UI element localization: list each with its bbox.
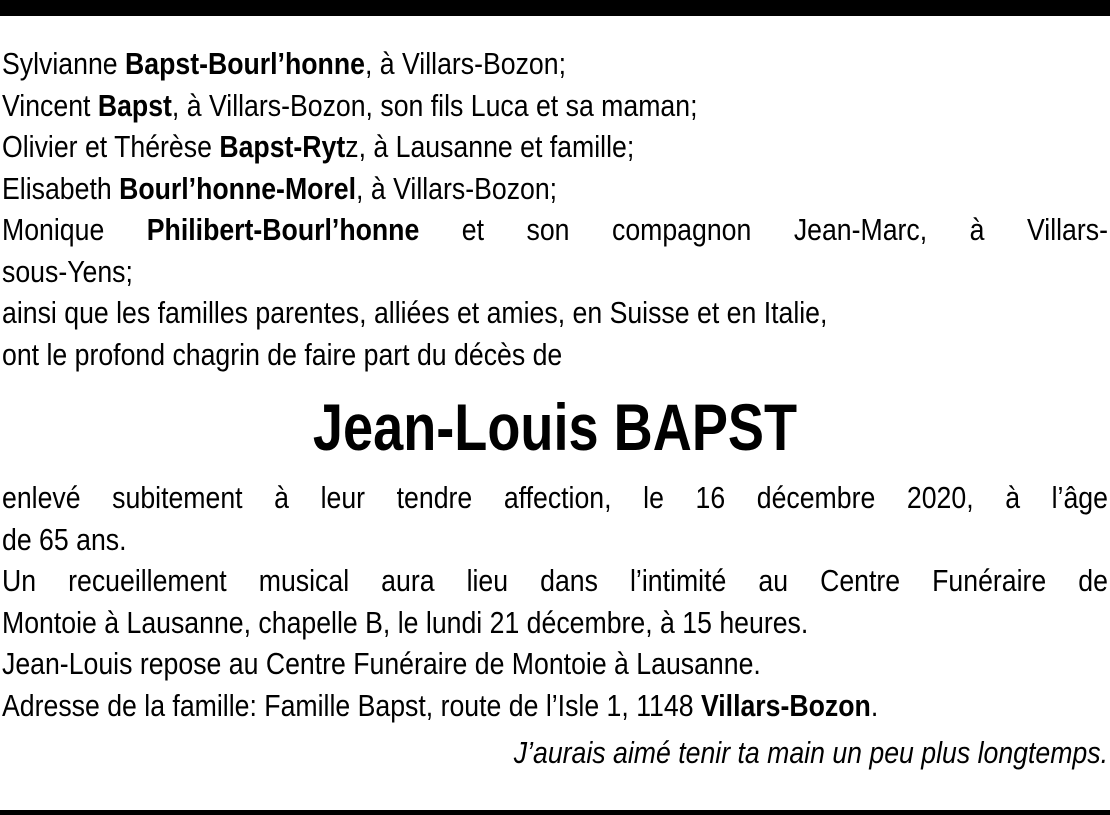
address-line: Adresse de la famille: Famille Bapst, route de l’Isle 1, 1148 Villars-Bozon. — [2, 687, 879, 723]
family-surname: Bapst — [97, 87, 172, 123]
family-surname: Bourl’honne-Morel — [119, 170, 357, 206]
family-line: Monique Philibert-Bourl’honne et son compagnon Jean-Marc, à Villars- — [2, 212, 1108, 247]
family-surname: Bapst-Ryt — [219, 129, 346, 164]
address-locality: Villars-Bozon — [700, 687, 871, 723]
announcement-line: ont le profond chagrin de faire part du décès de — [2, 336, 563, 372]
family-line: Elisabeth Bourl’honne-Morel, à Villars-Bozon; — [2, 170, 558, 206]
deceased-name: Jean-Louis BAPST — [312, 390, 798, 464]
death-line-continued: de 65 ans. — [2, 521, 127, 557]
ceremony-line: Un recueillement musical aura lieu dans l’intimité au Centre Funéraire de — [2, 563, 1108, 598]
family-surname: Bapst-Bourl’honne — [125, 46, 365, 81]
death-line: enlevé subitement à leur tendre affection, le 16 décembre 2020, à l’âge — [2, 480, 1108, 515]
bottom-rule — [0, 810, 1110, 815]
motto: J’aurais aimé tenir ta main un peu plus longtemps. — [513, 735, 1108, 770]
family-line: Vincent Bapst, à Villars-Bozon, son fils Luca et sa maman; — [2, 87, 698, 123]
top-rule — [0, 0, 1110, 16]
family-line: Sylvianne Bapst-Bourl’honne, à Villars-Bozon; — [2, 46, 566, 81]
family-line: Olivier et Thérèse Bapst-Rytz, à Lausanne et famille; — [2, 129, 635, 164]
relatives-line: ainsi que les familles parentes, alliées et amies, en Suisse et en Italie, — [2, 295, 828, 330]
obituary-notice — [2, 43, 1108, 774]
family-line: sous-Yens; — [2, 253, 133, 289]
family-surname: Philibert-Bourl’honne — [146, 212, 420, 247]
rest-line: Jean-Louis repose au Centre Funéraire de Montoie à Lausanne. — [2, 646, 761, 681]
ceremony-line-continued: Montoie à Lausanne, chapelle B, le lundi 21 décembre, à 15 heures. — [2, 604, 809, 640]
